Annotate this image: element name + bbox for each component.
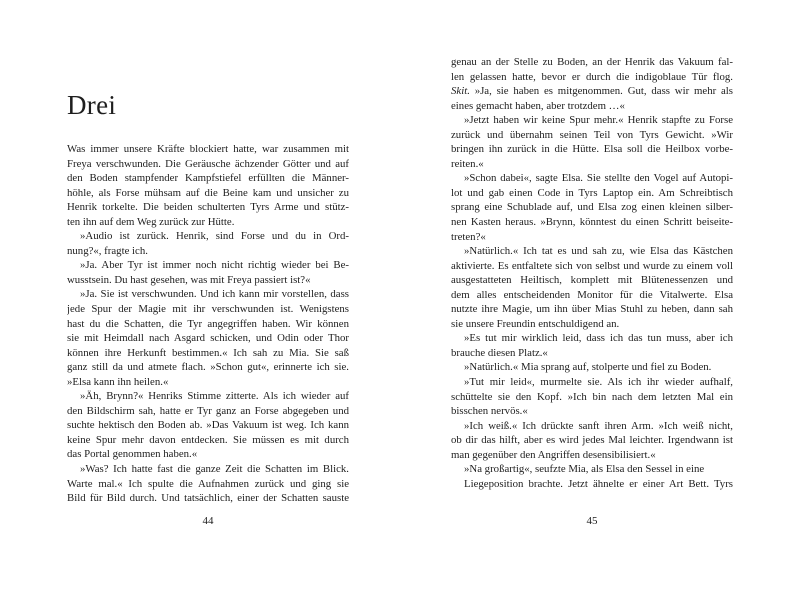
- text-line: sprang eine Schublade auf, und Elsa zog einen kleinen silber-: [451, 201, 733, 214]
- page-right: [451, 0, 733, 592]
- text-line: aktivierte. Es entfaltete sich von selbst und wurde zu einem voll: [451, 259, 733, 272]
- text-line: »Es tut mir wirklich leid, dass ich das tun muss, aber ich: [464, 332, 733, 345]
- text-line: man gegenüber den Angriffen desensibilisiert.«: [451, 448, 656, 461]
- page-body: [67, 142, 349, 506]
- text-line: »Ja. Sie ist verschwunden. Und ich kann mir vorstellen, dass: [80, 288, 349, 301]
- text-line: »Audio ist zurück. Henrik, sind Forse und du in Ord-: [80, 230, 349, 243]
- text-line: len gelassen hatte, bevor er durch die indigoblaue Tür flog.: [451, 70, 733, 83]
- text-line: Warte mal.« Ich spulte die Aufnahmen zurück und ging sie: [67, 477, 349, 490]
- text-line: genau an der Stelle zu Boden, an der Henrik das Vakuum fal-: [451, 56, 733, 68]
- text-line: Henrik torkelte. Die beiden schulterten Tyrs Arme und stütz-: [67, 201, 349, 214]
- text-line: »Na großartig«, seufzte Mia, als Elsa den Sessel in eine: [464, 463, 705, 476]
- text-line: Bild für Bild durch. Und tatsächlich, einer der Schatten sauste: [67, 492, 349, 505]
- text-line: »Natürlich.« Ich tat es und sah zu, wie Elsa das Kästchen: [464, 245, 733, 258]
- text-line: schüttelte sie den Kopf. »Ich bin nach dem letzten Mal ein: [451, 390, 733, 403]
- text-line: lot und gab einen Code in Tyrs Laptop ein. Am Schreibtisch: [451, 186, 733, 199]
- text-line: »Äh, Brynn?« Henriks Stimme zitterte. Als ich wieder auf: [80, 390, 349, 403]
- text-line: eines gemacht haben, aber trotzdem …«: [451, 99, 625, 112]
- text-line: dem alles entscheidenden Monitor für die Vitalwerte. Elsa: [451, 288, 733, 301]
- text-line: »Elsa kann ihn heilen.«: [67, 375, 169, 388]
- text-line: reiten.«: [451, 157, 484, 170]
- page-body: [451, 55, 733, 491]
- text-line: können ihre Herkunft bestimmen.« Ich sah zu Mia. Sie saß: [67, 346, 349, 359]
- text-line: Skit. »Ja, sie haben es mitgenommen. Gut, dass wir mehr als: [451, 85, 733, 98]
- page-left: [67, 0, 349, 592]
- text-line: den Boden stampfender Kampfstiefel erfüllten die Männer-: [67, 172, 349, 185]
- text-line: treten?«: [451, 230, 486, 243]
- text-line: nutzte ihre Magie, um ihn über Mias Stuhl zu heben, dann sah: [451, 303, 733, 316]
- text-line: ganz still da und atmete flach. »Schon gut«, erinnerte ich sie.: [67, 361, 349, 374]
- text-line: »Jetzt haben wir keine Spur mehr.« Henrik stapfte zu Forse: [464, 114, 733, 127]
- text-line: »Schon dabei«, sagte Elsa. Sie stellte den Vogel auf Autopi-: [464, 172, 733, 185]
- text-line: Liegeposition brachte. Jetzt ähnelte er einer Art Bett. Tyrs: [464, 477, 733, 490]
- page-number: 45: [586, 515, 598, 527]
- text-line: bringen ihn zurück in die Hütte. Elsa soll die Heilbox vorbe-: [451, 143, 733, 156]
- text-line: »Was? Ich hatte fast die ganze Zeit die Schatten im Blick.: [80, 463, 349, 476]
- text-line: »Tut mir leid«, murmelte sie. Als ich ihr wieder aufhalf,: [464, 376, 733, 389]
- text-line: zurück und übernahm seinen Teil von Tyrs Gewicht. »Wir: [451, 128, 733, 141]
- text-line: wusstsein. Du hast gesehen, was mit Freya passiert ist?«: [67, 273, 311, 286]
- text-line: ausgestatteten Heiltisch, komplett mit Blütenessenzen und: [451, 274, 733, 287]
- text-line: höhle, als Forse mühsam auf die Beine kam und unsicher zu: [67, 186, 349, 199]
- chapter-heading: Drei: [67, 90, 117, 120]
- text-line: Freya verschwunden. Die Geräusche ächzender Götter und auf: [67, 157, 349, 170]
- page-number: 44: [202, 515, 214, 527]
- text-line: »Natürlich.« Mia sprang auf, stolperte und fiel zu Boden.: [464, 361, 712, 374]
- text-line: sie mit Heimdall nach Asgard schicken, und Odin oder Thor: [67, 332, 349, 345]
- text-line: bisschen nervös.«: [451, 405, 528, 418]
- text-line: jede Spur der Magie mit ihr verschwunden ist. Wenigstens: [67, 303, 349, 316]
- text-line: suchte hektisch den Boden ab. »Das Vakuum ist weg. Ich kann: [67, 419, 349, 432]
- text-line: das Portal genommen haben.«: [67, 448, 198, 461]
- text-line: »Ja. Aber Tyr ist immer noch nicht richtig wieder bei Be-: [80, 259, 349, 272]
- text-line: sie unsere Freundin entschuldigend an.: [451, 317, 620, 330]
- text-line: nung?«, fragte ich.: [67, 244, 148, 257]
- text-line: nen Kasten heraus. »Brynn, könntest du einen Schritt beiseite-: [451, 216, 733, 229]
- text-line: »Ich weiß.« Ich drückte sanft ihren Arm. »Ich weiß nicht,: [464, 419, 733, 432]
- text-line: hast du die Schatten, die Tyr angegriffen haben. Wir können: [67, 317, 349, 330]
- text-line: brauche diesen Platz.«: [451, 346, 548, 359]
- text-line: den Bildschirm sah, hatte er Tyr ganz an Forse abgegeben und: [67, 404, 349, 417]
- text-line: ten ihn auf dem Weg zurück zur Hütte.: [67, 215, 235, 228]
- text-line: ob dir das hilft, aber es wird jedes Mal leichter. Irgendwann ist: [451, 434, 733, 447]
- text-line: keine Spur mehr davon entdecken. Sie müssen es mit durch: [67, 433, 349, 446]
- text-line: Was immer unsere Kräfte blockiert hatte, war zusammen mit: [67, 143, 349, 155]
